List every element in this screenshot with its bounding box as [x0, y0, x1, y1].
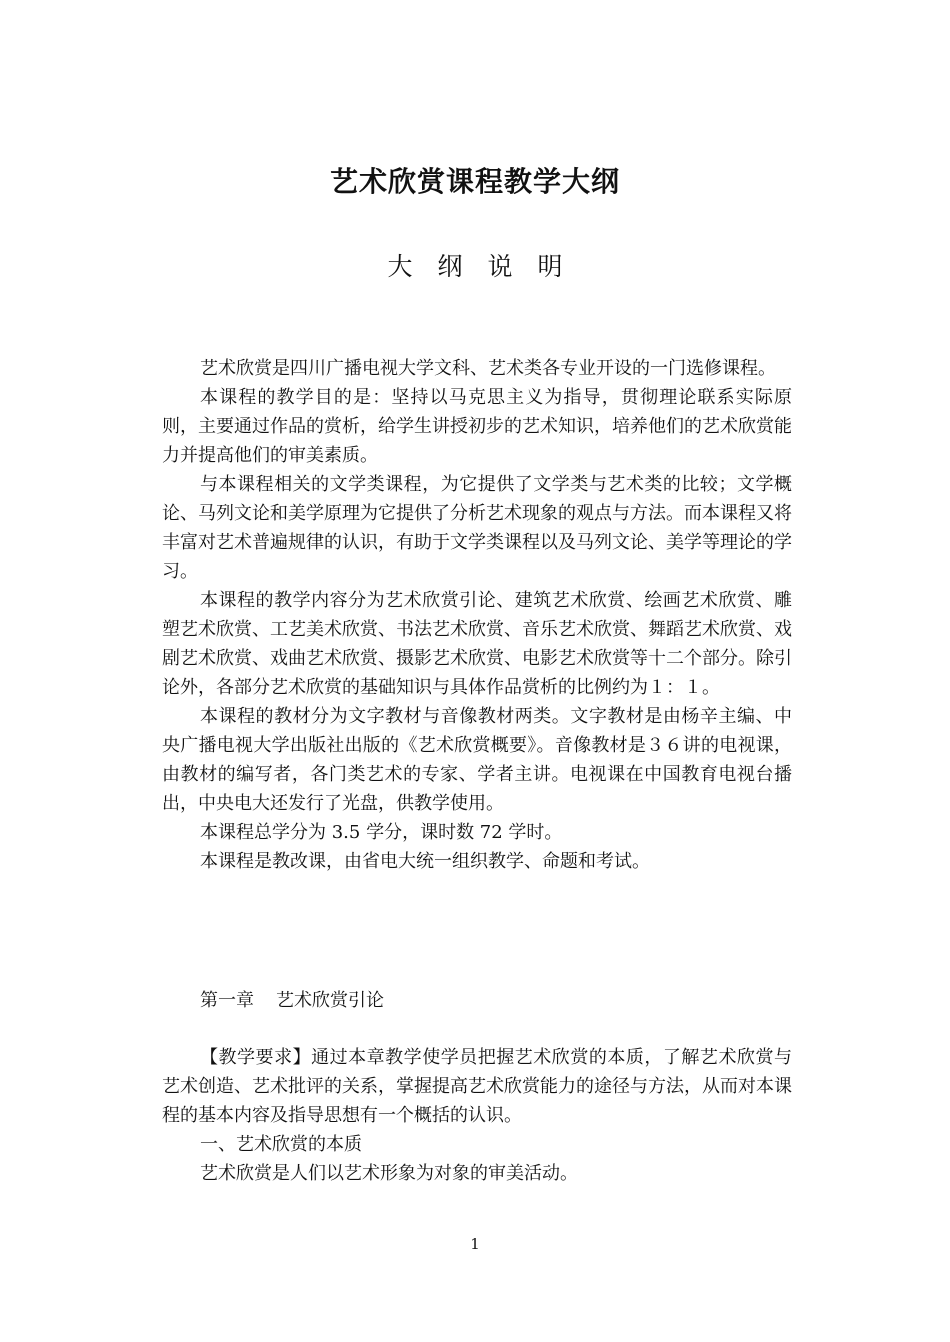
paragraph: 一、艺术欣赏的本质 [200, 1134, 362, 1155]
paragraph: 本课程的教材分为文字教材与音像教材两类。文字教材是由杨辛主编、中央广播电视大学出版社出版的《艺术欣赏概要》。音像教材是３６讲的电视课，由教材的编写者，各门类艺术的专家、学者主讲。电视课在中国教育电视台播出，中央电大还发行了光盘，供教学使用。 [162, 706, 792, 814]
chapter-number: 第一章 [200, 990, 254, 1011]
paragraph: 本课程的教学目的是：坚持以马克思主义为指导，贯彻理论联系实际原则，主要通过作品的赏析，给学生讲授初步的艺术知识，培养他们的艺术欣赏能力并提高他们的审美素质。 [162, 387, 792, 466]
paragraph: 【教学要求】通过本章教学使学员把握艺术欣赏的本质，了解艺术欣赏与艺术创造、艺术批评的关系，掌握提高艺术欣赏能力的途径与方法，从而对本课程的基本内容及指导思想有一个概括的认识。 [162, 1047, 792, 1126]
paragraph: 艺术欣赏是四川广播电视大学文科、艺术类各专业开设的一门选修课程。 [200, 358, 776, 379]
chapter-content [162, 1043, 792, 1188]
paragraph: 本课程总学分为 3.5 学分，课时数 72 学时。 [200, 822, 563, 843]
chapter-heading [162, 986, 384, 1015]
document-title: 艺术欣赏课程教学大纲 [329, 165, 620, 198]
section-subtitle: 大 纲 说 明 [387, 252, 563, 281]
paragraph: 本课程是教改课，由省电大统一组织教学、命题和考试。 [200, 851, 650, 872]
outline-description [162, 354, 792, 876]
chapter-title: 艺术欣赏引论 [276, 990, 384, 1011]
paragraph: 与本课程相关的文学类课程，为它提供了文学类与艺术类的比较；文学概论、马列文论和美学原理为它提供了分析艺术现象的观点与方法。而本课程又将丰富对艺术普遍规律的认识，有助于文学类课程以及马列文论、美学等理论的学习。 [162, 474, 792, 582]
paragraph: 艺术欣赏是人们以艺术形象为对象的审美活动。 [200, 1163, 578, 1184]
paragraph: 本课程的教学内容分为艺术欣赏引论、建筑艺术欣赏、绘画艺术欣赏、雕塑艺术欣赏、工艺美术欣赏、书法艺术欣赏、音乐艺术欣赏、舞蹈艺术欣赏、戏剧艺术欣赏、戏曲艺术欣赏、摄影艺术欣赏、电影艺术欣赏等十二个部分。除引论外，各部分艺术欣赏的基础知识与具体作品赏析的比例约为１：１。 [162, 590, 792, 698]
page-number: 1 [470, 1235, 480, 1253]
